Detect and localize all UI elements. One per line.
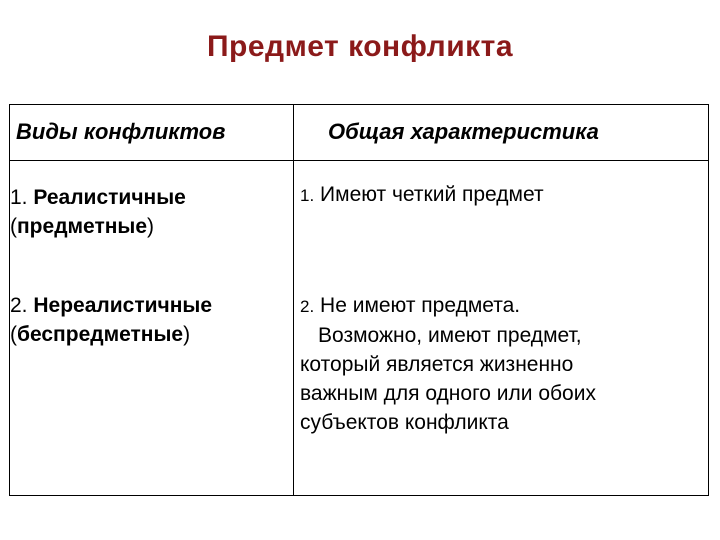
row-2-paren-open: ( — [10, 323, 17, 346]
conflict-types-table — [9, 104, 709, 496]
slide-title: Предмет конфликта — [206, 30, 514, 63]
row-1-desc-number: 1. — [300, 186, 315, 205]
row-2-desc-line-5: субъектов конфликта — [300, 411, 509, 434]
table-header-row — [10, 105, 708, 161]
row-2-desc-line-2: Возможно, имеют предмет, — [318, 324, 582, 347]
row-2-desc-line-1: Не имеют предмета. — [320, 294, 521, 317]
row-2-desc-number: 2. — [300, 297, 315, 316]
row-2-desc-line-3: который является жизненно — [300, 353, 574, 376]
header-general-characteristics: Общая характеристика — [328, 119, 599, 144]
row-2-type-cell — [10, 291, 292, 349]
row-2-type-name: Нереалистичные — [33, 294, 213, 317]
row-1-paren-close: ) — [147, 215, 155, 238]
row-1-desc-line-1: Имеют четкий предмет — [320, 183, 544, 206]
row-1-type-name: Реалистичные — [33, 186, 186, 209]
row-1-type-sub: предметные — [17, 215, 148, 238]
row-1-type-cell — [10, 183, 290, 241]
row-2-paren-close: ) — [183, 323, 191, 346]
column-divider — [293, 105, 294, 495]
header-conflict-types: Виды конфликтов — [16, 119, 226, 144]
row-1-description-cell — [300, 180, 700, 210]
row-1-paren-open: ( — [10, 215, 17, 238]
row-1-type-number: 1. — [10, 186, 28, 209]
row-2-type-sub: беспредметные — [17, 323, 184, 346]
row-2-type-number: 2. — [10, 294, 28, 317]
row-2-description-cell — [300, 291, 700, 437]
row-2-desc-line-4: важным для одного или обоих — [300, 382, 596, 405]
